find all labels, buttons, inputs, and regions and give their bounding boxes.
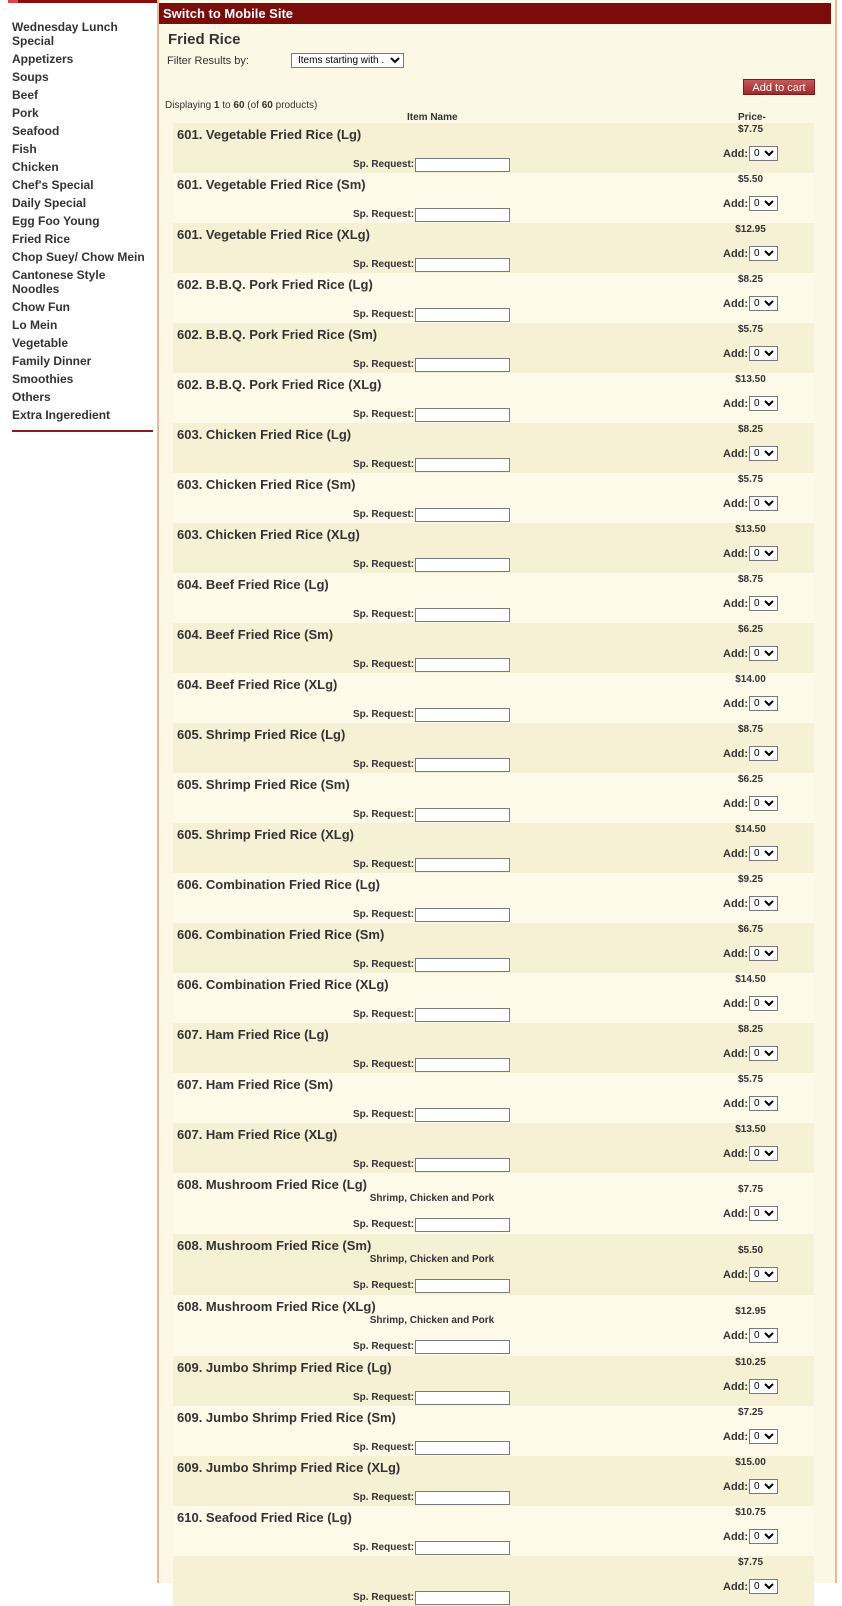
quantity-select[interactable] [749, 1206, 778, 1221]
sidebar-item-category[interactable]: Seafood [12, 124, 60, 138]
product-row [173, 1356, 814, 1406]
special-request-label: Sp. Request: [353, 259, 415, 270]
sidebar-item-category[interactable]: Fried Rice [12, 232, 71, 246]
product-price: $8.75 [737, 574, 764, 585]
special-request-label: Sp. Request: [353, 409, 415, 420]
add-quantity-label: Add: [723, 1048, 749, 1060]
special-request-label: Sp. Request: [353, 1542, 415, 1553]
add-quantity-label: Add: [723, 498, 749, 510]
quantity-select[interactable] [749, 1529, 778, 1544]
add-quantity-label: Add: [723, 898, 749, 910]
product-price: $15.00 [735, 1457, 766, 1468]
quantity-select[interactable] [749, 1479, 778, 1494]
main-content [157, 0, 837, 1603]
product-name: 602. B.B.Q. Pork Fried Rice (Lg) [177, 277, 373, 292]
product-name: 604. Beef Fried Rice (Lg) [177, 577, 329, 592]
product-row [173, 1023, 814, 1073]
special-request-label: Sp. Request: [353, 1442, 415, 1453]
product-name: 601. Vegetable Fried Rice (Lg) [177, 127, 362, 142]
displaying-to: to [219, 100, 234, 111]
range-start: 1 [213, 100, 220, 111]
product-price: $8.25 [737, 274, 764, 285]
category-divider [12, 430, 153, 432]
sidebar-item-category[interactable]: Daily Special [12, 196, 87, 210]
sidebar-item-category[interactable]: Smoothies [12, 372, 74, 386]
quantity-select[interactable] [749, 546, 778, 561]
product-name: 608. Mushroom Fried Rice (XLg) [177, 1299, 376, 1314]
special-request-input[interactable] [415, 608, 510, 622]
add-quantity-label: Add: [723, 348, 749, 360]
product-row [173, 923, 814, 973]
sidebar-item-category[interactable]: Egg Foo Young [12, 214, 100, 228]
product-description: Shrimp, Chicken and Pork [369, 1193, 495, 1204]
special-request-label: Sp. Request: [353, 959, 415, 970]
product-price: $5.50 [737, 174, 764, 185]
displaying-of: (of [244, 100, 262, 111]
left-sidebar [0, 0, 157, 1583]
product-price: $13.50 [735, 374, 766, 385]
product-row [173, 773, 814, 823]
add-quantity-label: Add: [723, 548, 749, 560]
special-request-input[interactable] [415, 1108, 510, 1122]
category-nav [12, 20, 154, 426]
product-price: $5.50 [737, 1245, 764, 1256]
product-row [173, 1173, 814, 1234]
add-quantity-label: Add: [723, 1531, 749, 1543]
product-price: $6.75 [737, 924, 764, 935]
special-request-label: Sp. Request: [353, 759, 415, 770]
special-request-input[interactable] [415, 758, 510, 772]
special-request-label: Sp. Request: [353, 1280, 415, 1291]
special-request-input[interactable] [415, 1541, 510, 1555]
product-name: 607. Ham Fried Rice (XLg) [177, 1127, 338, 1142]
special-request-label: Sp. Request: [353, 1392, 415, 1403]
quantity-select[interactable] [749, 296, 778, 311]
column-header-item-name: Item Name [407, 112, 458, 123]
product-price: $13.50 [735, 1124, 766, 1135]
add-quantity-label: Add: [723, 848, 749, 860]
add-quantity-label: Add: [723, 1431, 749, 1443]
add-quantity-label: Add: [723, 248, 749, 260]
product-row [173, 123, 814, 173]
quantity-select[interactable] [749, 1328, 778, 1343]
add-quantity-label: Add: [723, 1381, 749, 1393]
filter-select[interactable] [291, 53, 404, 68]
special-request-label: Sp. Request: [353, 309, 415, 320]
special-request-input[interactable] [415, 158, 510, 172]
special-request-input[interactable] [415, 1008, 510, 1022]
product-price: $6.25 [737, 624, 764, 635]
product-price: $8.25 [737, 424, 764, 435]
special-request-label: Sp. Request: [353, 809, 415, 820]
special-request-input[interactable] [415, 908, 510, 922]
sidebar-item-category[interactable]: Chef's Special [12, 178, 94, 192]
sidebar-item-category[interactable]: Extra Ingeredient [12, 408, 111, 422]
product-row [173, 973, 814, 1023]
add-quantity-label: Add: [723, 648, 749, 660]
quantity-select[interactable] [749, 346, 778, 361]
product-name: 609. Jumbo Shrimp Fried Rice (Lg) [177, 1360, 392, 1375]
special-request-input[interactable] [415, 308, 510, 322]
product-row [173, 423, 814, 473]
quantity-select[interactable] [749, 746, 778, 761]
add-quantity-label: Add: [723, 1481, 749, 1493]
special-request-input[interactable] [415, 458, 510, 472]
page-title: Fried Rice [168, 31, 241, 48]
add-quantity-label: Add: [723, 148, 749, 160]
product-name: 607. Ham Fried Rice (Lg) [177, 1027, 329, 1042]
special-request-input[interactable] [415, 1591, 510, 1605]
quantity-select[interactable] [749, 246, 778, 261]
add-to-cart-button[interactable]: Add to cart [743, 79, 815, 95]
product-price: $14.50 [735, 974, 766, 985]
product-description: Shrimp, Chicken and Pork [369, 1254, 495, 1265]
quantity-select[interactable] [749, 946, 778, 961]
special-request-label: Sp. Request: [353, 1159, 415, 1170]
special-request-input[interactable] [415, 958, 510, 972]
add-quantity-label: Add: [723, 398, 749, 410]
switch-to-mobile-link[interactable]: Switch to Mobile Site [159, 3, 831, 24]
special-request-label: Sp. Request: [353, 659, 415, 670]
special-request-input[interactable] [415, 408, 510, 422]
quantity-select[interactable] [749, 396, 778, 411]
product-row [173, 1556, 814, 1606]
special-request-input[interactable] [415, 1340, 510, 1354]
quantity-select[interactable] [749, 796, 778, 811]
sidebar-item-category[interactable]: Vegetable [12, 336, 69, 350]
quantity-select[interactable] [749, 496, 778, 511]
add-quantity-label: Add: [723, 748, 749, 760]
product-price: $5.75 [737, 474, 764, 485]
product-name: 610. Seafood Fried Rice (Lg) [177, 1510, 352, 1525]
product-price: $7.25 [737, 1407, 764, 1418]
sidebar-item-category[interactable]: Soups [12, 70, 49, 84]
quantity-select[interactable] [749, 846, 778, 861]
special-request-label: Sp. Request: [353, 859, 415, 870]
special-request-input[interactable] [415, 1158, 510, 1172]
product-name: 603. Chicken Fried Rice (XLg) [177, 527, 360, 542]
quantity-select[interactable] [749, 1146, 778, 1161]
quantity-select[interactable] [749, 146, 778, 161]
special-request-input[interactable] [415, 708, 510, 722]
add-quantity-label: Add: [723, 1208, 749, 1220]
product-name: 603. Chicken Fried Rice (Sm) [177, 477, 356, 492]
sidebar-item-category[interactable]: Beef [12, 88, 39, 102]
sidebar-item-category[interactable]: Pork [12, 106, 39, 120]
add-quantity-label: Add: [723, 1581, 749, 1593]
product-row [173, 523, 814, 573]
add-quantity-label: Add: [723, 448, 749, 460]
add-quantity-label: Add: [723, 598, 749, 610]
sidebar-item-category[interactable]: Wednesday Lunch Special [12, 20, 118, 48]
product-name: 605. Shrimp Fried Rice (XLg) [177, 827, 354, 842]
product-name: 609. Jumbo Shrimp Fried Rice (Sm) [177, 1410, 396, 1425]
product-name: 608. Mushroom Fried Rice (Sm) [177, 1238, 372, 1253]
product-row [173, 1406, 814, 1456]
special-request-label: Sp. Request: [353, 1492, 415, 1503]
special-request-input[interactable] [415, 1441, 510, 1455]
product-price: $10.25 [735, 1357, 766, 1368]
product-row [173, 473, 814, 523]
product-list [173, 123, 814, 1606]
filter-label: Filter Results by: [167, 55, 249, 67]
product-price: $5.75 [737, 1074, 764, 1085]
product-row [173, 823, 814, 873]
add-quantity-label: Add: [723, 1098, 749, 1110]
quantity-select[interactable] [749, 596, 778, 611]
special-request-label: Sp. Request: [353, 1592, 415, 1603]
product-row [173, 223, 814, 273]
product-name: 603. Chicken Fried Rice (Lg) [177, 427, 352, 442]
special-request-label: Sp. Request: [353, 559, 415, 570]
special-request-input[interactable] [415, 858, 510, 872]
product-price: $5.75 [737, 324, 764, 335]
total-count: 60 [261, 100, 273, 111]
sidebar-item-category[interactable]: Chicken [12, 160, 59, 174]
special-request-label: Sp. Request: [353, 609, 415, 620]
add-quantity-label: Add: [723, 1269, 749, 1281]
product-row [173, 1123, 814, 1173]
column-header-price: Price- [738, 112, 766, 123]
special-request-label: Sp. Request: [353, 909, 415, 920]
product-price: $14.00 [735, 674, 766, 685]
special-request-input[interactable] [415, 208, 510, 222]
product-name: 601. Vegetable Fried Rice (Sm) [177, 177, 366, 192]
product-row [173, 1456, 814, 1506]
quantity-select[interactable] [749, 896, 778, 911]
special-request-label: Sp. Request: [353, 509, 415, 520]
product-name: 606. Combination Fried Rice (Sm) [177, 927, 385, 942]
product-price: $9.25 [737, 874, 764, 885]
product-row [173, 573, 814, 623]
sidebar-item-category[interactable]: Fish [12, 142, 37, 156]
product-row [173, 1073, 814, 1123]
product-price: $12.95 [735, 224, 766, 235]
product-row [173, 673, 814, 723]
special-request-input[interactable] [415, 508, 510, 522]
product-name: 605. Shrimp Fried Rice (Lg) [177, 727, 346, 742]
product-name: 608. Mushroom Fried Rice (Lg) [177, 1177, 367, 1192]
add-quantity-label: Add: [723, 198, 749, 210]
product-row [173, 1295, 814, 1356]
special-request-input[interactable] [415, 258, 510, 272]
product-price: $8.25 [737, 1024, 764, 1035]
quantity-select[interactable] [749, 1579, 778, 1594]
special-request-input[interactable] [415, 558, 510, 572]
special-request-label: Sp. Request: [353, 1109, 415, 1120]
product-name: 605. Shrimp Fried Rice (Sm) [177, 777, 350, 792]
special-request-input[interactable] [415, 808, 510, 822]
quantity-select[interactable] [749, 446, 778, 461]
add-quantity-label: Add: [723, 798, 749, 810]
quantity-select[interactable] [749, 1096, 778, 1111]
sidebar-item-category[interactable]: Chow Fun [12, 300, 70, 314]
sidebar-item-category[interactable]: Appetizers [12, 52, 74, 66]
quantity-select[interactable] [749, 1046, 778, 1061]
quantity-select[interactable] [749, 1267, 778, 1282]
special-request-label: Sp. Request: [353, 359, 415, 370]
product-price: $7.75 [737, 124, 764, 135]
sidebar-item-category[interactable]: Lo Mein [12, 318, 58, 332]
product-name: 604. Beef Fried Rice (Sm) [177, 627, 334, 642]
product-description: Shrimp, Chicken and Pork [369, 1315, 495, 1326]
product-row [173, 323, 814, 373]
product-row [173, 723, 814, 773]
sidebar-item-category[interactable]: Family Dinner [12, 354, 92, 368]
quantity-select[interactable] [749, 1379, 778, 1394]
displaying-count [165, 100, 317, 111]
product-row [173, 1506, 814, 1556]
product-row [173, 623, 814, 673]
special-request-input[interactable] [415, 358, 510, 372]
add-quantity-label: Add: [723, 1330, 749, 1342]
special-request-label: Sp. Request: [353, 459, 415, 470]
product-name: 607. Ham Fried Rice (Sm) [177, 1077, 334, 1092]
displaying-prefix: Displaying [165, 100, 214, 111]
special-request-input[interactable] [415, 1391, 510, 1405]
special-request-label: Sp. Request: [353, 1341, 415, 1352]
special-request-input[interactable] [415, 1058, 510, 1072]
special-request-label: Sp. Request: [353, 709, 415, 720]
quantity-select[interactable] [749, 196, 778, 211]
special-request-input[interactable] [415, 1491, 510, 1505]
sidebar-item-category[interactable]: Chop Suey/ Chow Mein [12, 250, 145, 264]
sidebar-item-category[interactable]: Others [12, 390, 51, 404]
sidebar-item-category[interactable]: Cantonese Style Noodles [12, 268, 106, 296]
product-name: 609. Jumbo Shrimp Fried Rice (XLg) [177, 1460, 401, 1475]
product-name: 601. Vegetable Fried Rice (XLg) [177, 227, 370, 242]
product-row [173, 1234, 814, 1295]
product-name: 602. B.B.Q. Pork Fried Rice (Sm) [177, 327, 378, 342]
special-request-label: Sp. Request: [353, 209, 415, 220]
add-quantity-label: Add: [723, 998, 749, 1010]
quantity-select[interactable] [749, 996, 778, 1011]
add-quantity-label: Add: [723, 948, 749, 960]
special-request-label: Sp. Request: [353, 1009, 415, 1020]
product-price: $7.75 [737, 1184, 764, 1195]
quantity-select[interactable] [749, 646, 778, 661]
range-end: 60 [233, 100, 245, 111]
sidebar-top-bar-mark [8, 0, 18, 3]
product-price: $7.75 [737, 1557, 764, 1568]
product-name: 604. Beef Fried Rice (XLg) [177, 677, 338, 692]
quantity-select[interactable] [749, 1429, 778, 1444]
add-quantity-label: Add: [723, 1148, 749, 1160]
product-row [173, 173, 814, 223]
add-quantity-label: Add: [723, 298, 749, 310]
product-row [173, 373, 814, 423]
product-name: 602. B.B.Q. Pork Fried Rice (XLg) [177, 377, 382, 392]
special-request-label: Sp. Request: [353, 159, 415, 170]
sidebar-top-bar [8, 0, 157, 3]
special-request-label: Sp. Request: [353, 1059, 415, 1070]
special-request-input[interactable] [415, 1218, 510, 1232]
add-quantity-label: Add: [723, 698, 749, 710]
product-price: $13.50 [735, 524, 766, 535]
product-price: $8.75 [737, 724, 764, 735]
special-request-input[interactable] [415, 658, 510, 672]
product-name: 606. Combination Fried Rice (XLg) [177, 977, 389, 992]
special-request-input[interactable] [415, 1279, 510, 1293]
product-price: $10.75 [735, 1507, 766, 1518]
product-row [173, 873, 814, 923]
product-price: $12.95 [735, 1306, 766, 1317]
quantity-select[interactable] [749, 696, 778, 711]
product-price: $14.50 [735, 824, 766, 835]
product-row [173, 273, 814, 323]
special-request-label: Sp. Request: [353, 1219, 415, 1230]
displaying-suffix: products) [272, 100, 318, 111]
product-price: $6.25 [737, 774, 764, 785]
product-name: 606. Combination Fried Rice (Lg) [177, 877, 380, 892]
